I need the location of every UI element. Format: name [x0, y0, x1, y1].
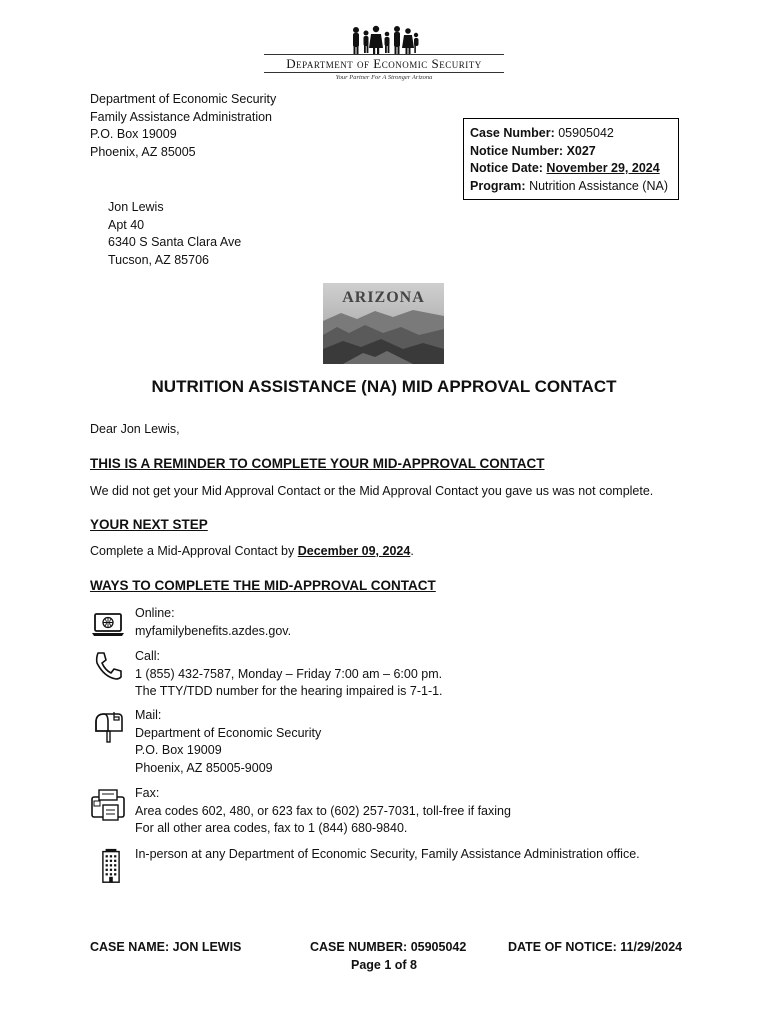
sender-line: Department of Economic Security: [90, 92, 277, 106]
program-row: [470, 178, 672, 196]
in-person-text: In-person at any Department of Economic Security, Family Assistance Administration office.: [135, 847, 640, 861]
fax-line: For all other area codes, fax to 1 (844) 680-9840.: [135, 821, 408, 835]
ways-heading: WAYS TO COMPLETE THE MID-APPROVAL CONTACT: [90, 578, 436, 593]
laptop-globe-icon: [90, 607, 126, 643]
sender-address: [90, 91, 276, 161]
notice-date-label: Notice Date:: [470, 161, 543, 175]
next-step-body: [90, 544, 414, 558]
family-silhouette-icon: [348, 24, 420, 56]
sender-line: Family Assistance Administration: [90, 109, 273, 124]
recipient-line: 6340 S Santa Clara Ave: [108, 235, 242, 249]
fax-method: [135, 785, 511, 838]
sender-line: P.O. Box 19009: [90, 127, 177, 141]
next-step-suffix: .: [410, 544, 414, 558]
case-number-row: [470, 125, 672, 143]
page-number: Page 1 of 8: [351, 958, 417, 972]
deadline-date: December 09, 2024: [297, 544, 411, 558]
online-label: Online:: [135, 606, 175, 620]
call-method: [135, 648, 443, 701]
mail-line: P.O. Box 19009: [135, 743, 222, 757]
logo-rule-bottom: [264, 72, 504, 73]
agency-tagline: Your Partner For A Stronger Arizona: [335, 74, 433, 81]
notice-number-label: Notice Number:: [470, 143, 564, 158]
fax-line: Area codes 602, 480, or 623 fax to (602) 257-7031, toll-free if faxing: [135, 803, 511, 818]
mail-line: Phoenix, AZ 85005-9009: [135, 760, 273, 775]
recipient-name: Jon Lewis: [108, 200, 164, 214]
footer-case-name: CASE NAME: JON LEWIS: [90, 940, 242, 954]
notice-number-value: X027: [566, 143, 596, 158]
logo-rule-top: [264, 54, 504, 55]
notice-date-row: [470, 160, 672, 178]
program-label: Program:: [470, 178, 526, 193]
program-value: Nutrition Assistance (NA): [529, 178, 668, 193]
agency-logo: [264, 24, 504, 84]
reminder-heading: THIS IS A REMINDER TO COMPLETE YOUR MID-APPROVAL CONTACT: [90, 456, 545, 471]
call-tty: The TTY/TDD number for the hearing impaired is 7-1-1.: [135, 684, 443, 698]
case-number-value: 05905042: [558, 126, 614, 140]
mail-line: Department of Economic Security: [135, 725, 322, 740]
call-label: Call:: [135, 649, 161, 663]
notice-title: NUTRITION ASSISTANCE (NA) MID APPROVAL CONTACT: [151, 377, 617, 396]
fax-label: Fax:: [135, 786, 160, 800]
mailbox-icon: [90, 708, 126, 744]
next-step-heading: YOUR NEXT STEP: [90, 517, 208, 532]
fax-machine-icon: [90, 787, 126, 823]
arizona-photo-text: ARIZONA: [342, 289, 425, 306]
footer-case-number: CASE NUMBER: 05905042: [310, 940, 467, 954]
phone-icon: [90, 648, 126, 684]
recipient-line: Tucson, AZ 85706: [108, 252, 209, 267]
arizona-landscape-image: [323, 283, 444, 364]
recipient-address: [108, 199, 241, 269]
notice-date-value: November 29, 2024: [546, 161, 660, 175]
office-building-icon: [93, 848, 129, 884]
case-info-box: [463, 118, 679, 200]
notice-number-row: [470, 143, 672, 161]
reminder-body: We did not get your Mid Approval Contact or the Mid Approval Contact you gave us was not complete.: [90, 484, 654, 498]
call-hours: 1 (855) 432-7587, Monday – Friday 7:00 am – 6:00 pm.: [135, 666, 443, 681]
online-method: [135, 605, 291, 640]
case-number-label: Case Number:: [470, 126, 555, 140]
agency-name: Department of Economic Security: [286, 56, 482, 71]
greeting: Dear Jon Lewis,: [90, 422, 180, 436]
recipient-line: Apt 40: [108, 217, 145, 232]
online-url: myfamilybenefits.azdes.gov.: [135, 623, 292, 638]
in-person-method: [135, 846, 640, 864]
footer-notice-date: DATE OF NOTICE: 11/29/2024: [508, 940, 683, 954]
next-step-prefix: Complete a Mid-Approval Contact by: [90, 544, 298, 558]
mail-method: [135, 707, 321, 777]
sender-line: Phoenix, AZ 85005: [90, 144, 196, 159]
mail-label: Mail:: [135, 708, 162, 722]
